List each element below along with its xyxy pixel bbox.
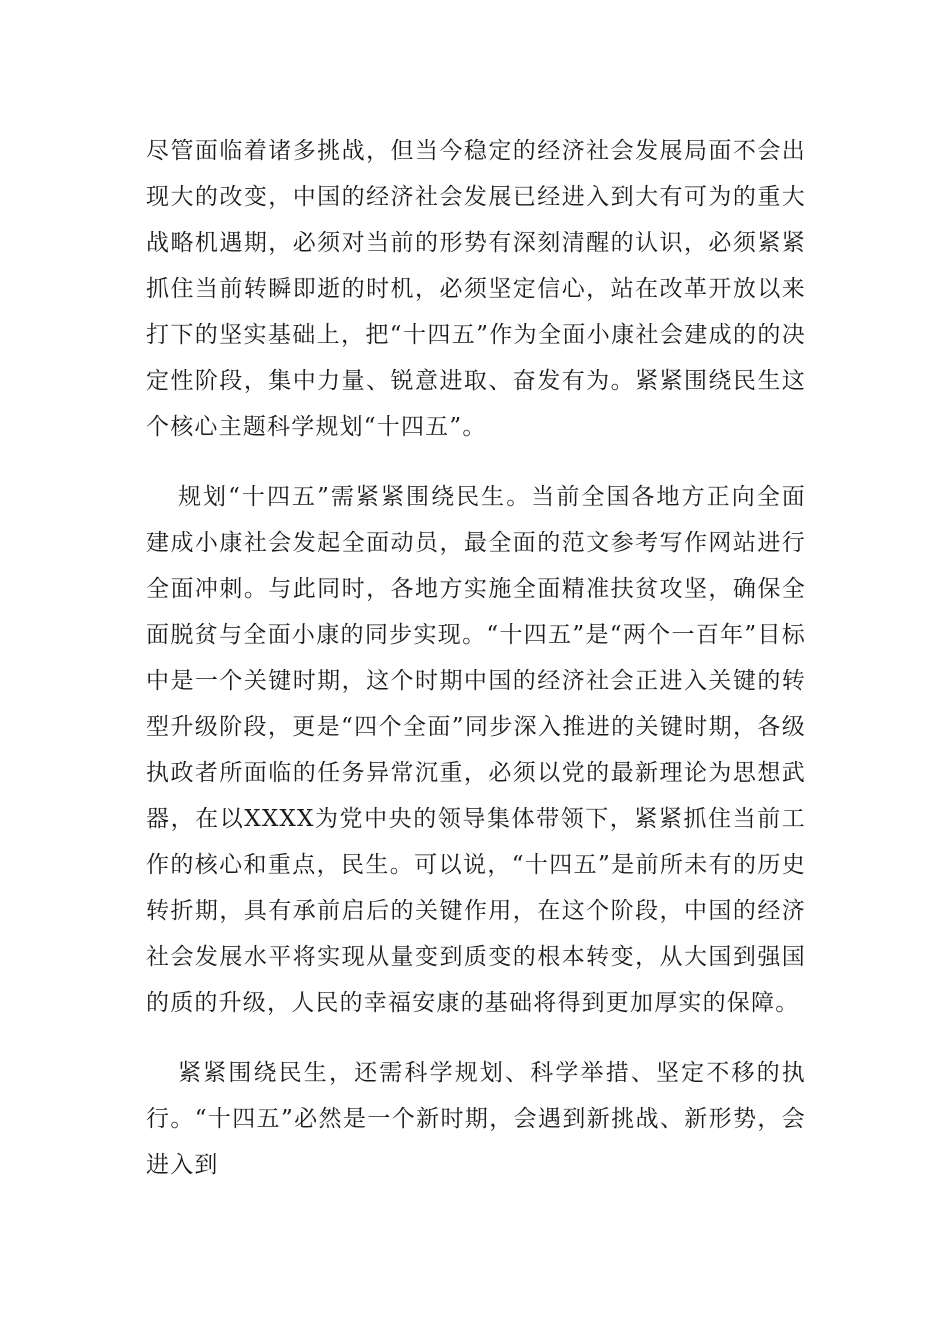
- paragraph-2: 规划“十四五”需紧紧围绕民生。当前全国各地方正向全面建成小康社会发起全面动员，最全面的范文参考写作网站进行全面冲刺。与此同时，各地方实施全面精准扶贫攻坚，确保全面脱贫与全面小康的同步实现。“十四五”是“两个一百年”目标中是一个关键时期，这个时期中国的经济社会正进入关键的转型升级阶段，更是“四个全面”同步深入推进的关键时期，各级执政者所面临的任务异常沉重，必须以党的最新理论为思想武器，在以XXXX为党中央的领导集体带领下，紧紧抓住当前工作的核心和重点，民生。可以说，“十四五”是前所未有的历史转折期，具有承前启后的关键作用，在这个阶段，中国的经济社会发展水平将实现从量变到质变的根本转变，从大国到强国的质的升级，人民的幸福安康的基础将得到更加厚实的保障。: [146, 484, 806, 1016]
- document-body: [146, 128, 806, 1188]
- paragraph-1: 尽管面临着诸多挑战，但当今稳定的经济社会发展局面不会出现大的改变，中国的经济社会发展已经进入到大有可为的重大战略机遇期，必须对当前的形势有深刻清醒的认识，必须紧紧抓住当前转瞬即逝的时机，必须坚定信心，站在改革开放以来打下的坚实基础上，把“十四五”作为全面小康社会建成的的决定性阶段，集中力量、锐意进取、奋发有为。紧紧围绕民生这个核心主题科学规划“十四五”。: [146, 138, 806, 440]
- paragraph-3: 紧紧围绕民生，还需科学规划、科学举措、坚定不移的执行。“十四五”必然是一个新时期，会遇到新挑战、新形势，会进入到: [146, 1060, 806, 1178]
